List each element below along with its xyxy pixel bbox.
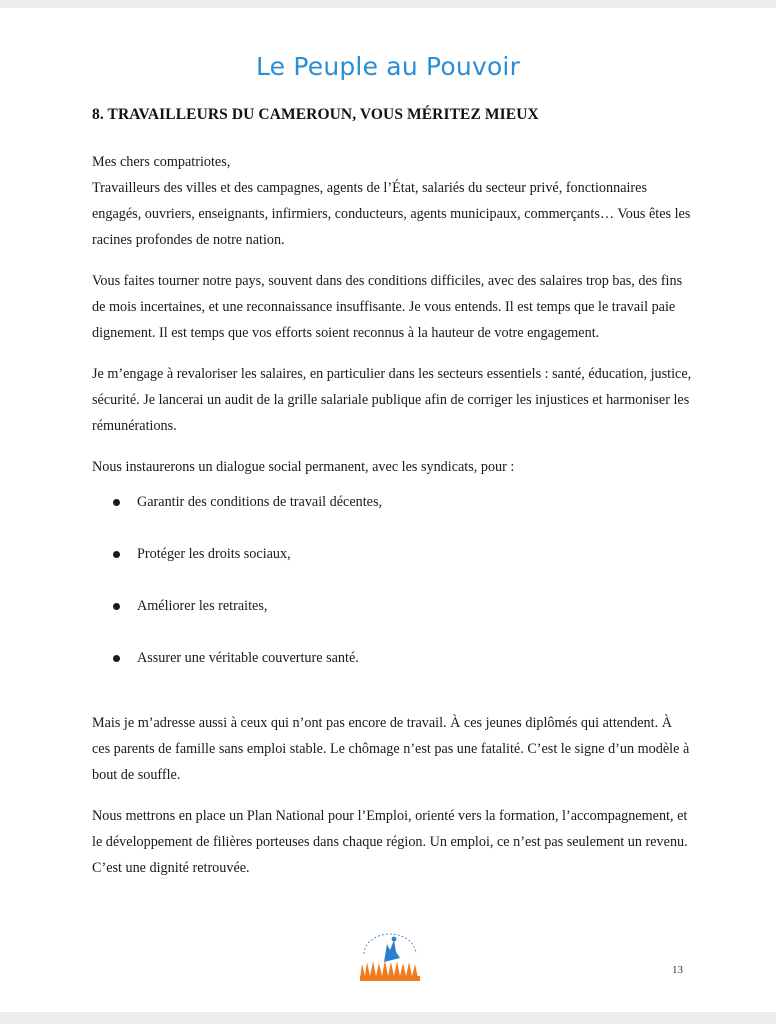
paragraph-employment-plan: Nous mettrons en place un Plan National pour l’Emploi, orienté vers la formation, l’accompagnement, et le développement de filières porteuses dans chaque région. Un emploi, ce n’est pas seulement un revenu. C’est une dignité retrouvée.	[92, 808, 688, 876]
paragraph-workers: Travailleurs des villes et des campagnes, agents de l’État, salariés du secteur privé, fonctionnaires engagés, ouvriers, enseignants, infirmiers, conducteurs, agents municipaux, commerçants… Vous êtes les racines profondes de notre nation.	[92, 180, 691, 248]
paragraph-conditions: Vous faites tourner notre pays, souvent dans des conditions difficiles, avec des salaires trop bas, des fins de mois incertaines, et une reconnaissance insuffisante. Je vous entends. Il est temps que le travail paie dignement. Il est temps que vos efforts soient reconnus à la hauteur de votre engagement.	[92, 273, 683, 341]
bullet-icon	[113, 655, 120, 662]
brand-title: Le Peuple au Pouvoir	[255, 52, 521, 81]
bullet-icon	[113, 551, 120, 558]
document-body	[92, 149, 692, 896]
commitments-list	[92, 489, 692, 697]
list-item-text: Améliorer les retraites,	[137, 598, 268, 614]
bullet-icon	[113, 603, 120, 610]
campaign-logo-icon	[356, 928, 424, 986]
list-item	[92, 541, 692, 593]
bullet-icon	[113, 499, 120, 506]
paragraph-dialogue: Nous instaurerons un dialogue social permanent, avec les syndicats, pour :	[92, 459, 515, 475]
salutation: Mes chers compatriotes,	[92, 154, 231, 170]
list-item-text: Protéger les droits sociaux,	[137, 546, 291, 562]
list-item	[92, 593, 692, 645]
list-item-text: Garantir des conditions de travail décentes,	[137, 494, 383, 510]
paragraph-salaries: Je m’engage à revaloriser les salaires, en particulier dans les secteurs essentiels : santé, éducation, justice, sécurité. Je lancerai un audit de la grille salariale publique afin de corriger les injustices et harmoniser les rémunérations.	[92, 366, 692, 434]
document-page	[0, 8, 776, 1012]
list-item	[92, 645, 692, 697]
section-heading: 8. TRAVAILLEURS DU CAMEROUN, VOUS MÉRITEZ MIEUX	[92, 106, 539, 123]
list-item	[92, 489, 692, 541]
page-number: 13	[672, 964, 683, 976]
paragraph-unemployment: Mais je m’adresse aussi à ceux qui n’ont pas encore de travail. À ces jeunes diplômés qui attendent. À ces parents de famille sans emploi stable. Le chômage n’est pas une fatalité. C’est le signe d’un modèle à bout de souffle.	[92, 715, 690, 783]
list-item-text: Assurer une véritable couverture santé.	[137, 650, 359, 666]
